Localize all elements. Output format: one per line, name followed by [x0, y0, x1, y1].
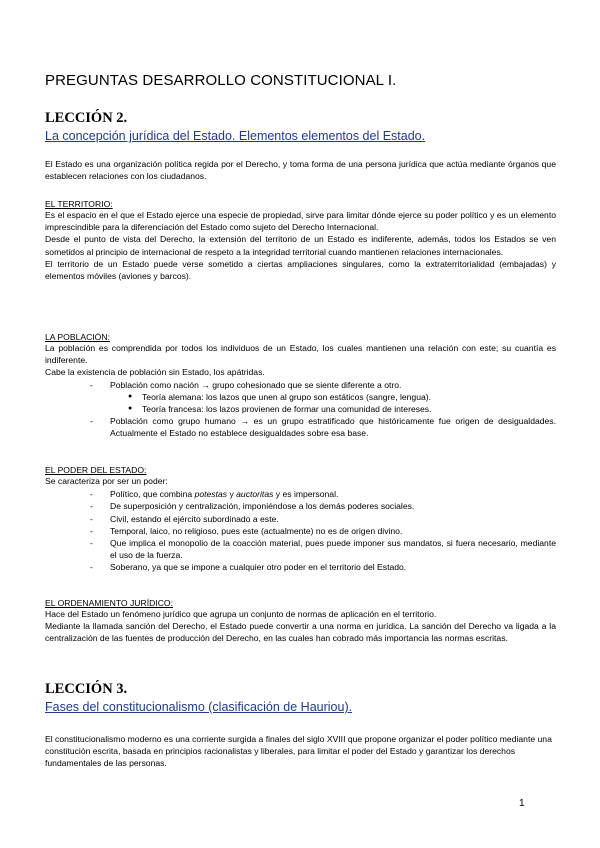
lesson-2-subheading: La concepción jurídica del Estado. Elementos elementos del Estado.: [45, 129, 426, 143]
territorio-p2: Desde el punto de vista del Derecho, la extensión del territorio de un Estado es indiferente, además, todos los Estados se ven sometidos al principio de internacional de respeto a la integridad territorial cuando mantienen relaciones internacionales.: [45, 234, 556, 257]
poblacion-p2: Cabe la existencia de población sin Estado, los apátridas.: [45, 367, 265, 378]
ordenamiento-p2: Mediante la llamada sanción del Derecho, el Estado puede convertir a una norma en jurídica. La sanción del Derecho va ligada a la centralización de las fuentes de producción del Derecho, en las cuales han cobrado más importancia las normas escritas.: [45, 621, 556, 644]
lesson-3-subheading: Fases del constitucionalismo (clasificación de Hauriou).: [45, 700, 353, 714]
poblacion-label: LA POBLACIÓN:: [45, 332, 110, 342]
lesson-3-p1: El constitucionalismo moderno es una corriente surgida a finales del siglo XVIII que propone organizar el poder político mediante una constitución escrita, basada en principios racionalistas y liberales, para limitar el poder del Estado y garantizar los derechos fundamentales de las personas.: [45, 734, 552, 769]
list-item: - Político, que combina potestas y auctoritas y es impersonal.: [90, 489, 339, 500]
territorio-p3: El territorio de un Estado puede verse sometido a ciertas ampliaciones singulares, como la extraterritorialidad (embajadas) y elementos móviles (aviones y barcos).: [45, 258, 556, 282]
list-item: - Que implica el monopolio de la coacción material, pues puede imponer sus mandatos, si fuera necesario, mediante el uso de la fuerza.: [90, 538, 556, 561]
document-title: PREGUNTAS DESARROLLO CONSTITUCIONAL I.: [45, 72, 397, 89]
territorio-section: [45, 199, 556, 282]
ordenamiento-p1: Hace del Estado un fenómeno jurídico que agrupa un conjunto de normas de aplicación en el territorio.: [45, 609, 437, 619]
bullet-icon: ●: [128, 392, 133, 400]
page-number: 1: [519, 798, 525, 809]
list-item: - Civil, estando el ejército subordinado a este.: [90, 513, 279, 524]
lesson-2-intro: El Estado es una organización política regida por el Derecho, y toma forma de una persona jurídica que actúa mediante órganos que establecen relaciones con los ciudadanos.: [45, 159, 556, 182]
ordenamiento-section: [45, 598, 556, 645]
lesson-2-heading: LECCIÓN 2.: [45, 110, 128, 126]
list-item: - Temporal, laico, no religioso, pues este (actualmente) no es de origen divino.: [90, 525, 403, 536]
lesson-3-heading: LECCIÓN 3.: [45, 681, 128, 697]
territorio-p1: Es el espacio en el que el Estado ejerce una especie de propiedad, sirve para limitar dónde ejerce su poder político y es un elemento imprescindible para la diferenciación del Estado como sujeto del Derecho Internacional.: [45, 210, 556, 233]
poder-label: EL PODER DEL ESTADO:: [45, 465, 147, 475]
poder-section: [45, 465, 556, 574]
poder-intro: Se caracteriza por ser un poder:: [45, 476, 168, 486]
list-item: ● Teoría alemana: los lazos que unen al grupo son estáticos (sangre, lengua).: [128, 391, 432, 402]
list-item: - De superposición y centralización, imponiéndose a los demás poderes sociales.: [90, 501, 415, 512]
list-item: - Soberano, ya que se impone a cualquier otro poder en el territorio del Estado.: [90, 562, 407, 573]
bullet-icon: ●: [128, 405, 133, 413]
poblacion-list: [90, 379, 556, 440]
list-item: ● Teoría francesa: los lazos provienen de formar una comunidad de intereses.: [128, 404, 432, 415]
ordenamiento-label: EL ORDENAMIENTO JURÍDICO:: [45, 598, 173, 608]
list-item: - Población como grupo humano → es un grupo estratificado que históricamente fue origen de desigualdades. Actualmente el Estado no establece desigualdades sobre esa base.: [90, 416, 556, 439]
poder-list: [90, 488, 556, 573]
poblacion-p1: La población es comprendida por todos los individuos de un Estado, los cuales mantienen una relación con este; su cuantía es indiferente.: [45, 343, 556, 366]
poblacion-section: [45, 332, 556, 440]
territorio-label: EL TERRITORIO:: [45, 199, 113, 209]
list-item: - Población como nación → grupo cohesionado que se siente diferente a otro.: [90, 379, 402, 390]
